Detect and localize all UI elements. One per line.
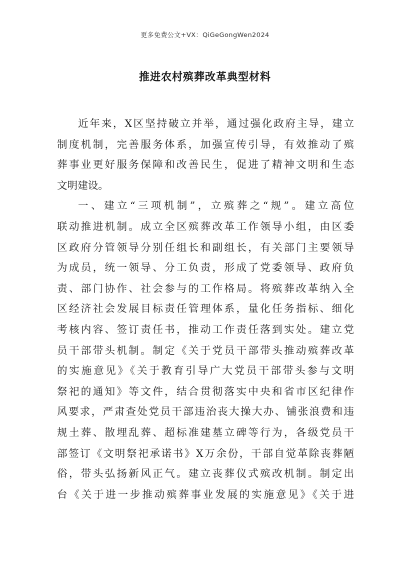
body-line: 部签订《文明祭祀承诺书》X万余份，干部自觉革除丧葬陋 [57, 447, 354, 460]
body-line: 考核内容、签订责任书，推动工作责任落到实处。建立党 [57, 323, 354, 336]
body-line: 为成员，统一领导、分工负责，形成了党委领导、政府负 [57, 262, 354, 275]
body-line: 台《关于进一步推动殡葬事业发展的实施意见》《关于进 [57, 488, 354, 501]
body-line: 葬事业更好服务保障和改善民生，促进了精神文明和生态 [57, 159, 354, 172]
body-line: 祭祀的通知》等文件，结合贯彻落实中央和省市区纪律作 [57, 385, 354, 398]
body-line: 规土葬、散埋乱葬、超标准建墓立碑等行为，各级党员干 [57, 426, 354, 439]
header-note: 更多免费公文+VX：QiGeGongWen2024 [140, 31, 270, 39]
body-line: 俗，带头弘扬新风正气。建立丧葬仪式殡改机制。制定出 [57, 468, 354, 481]
document-body [57, 114, 354, 505]
body-line: 近年来，X区坚持破立并举，通过强化政府主导，建立 [78, 118, 354, 130]
body-line: 的实施意见》《关于教育引导广大党员干部带头参与文明 [57, 365, 354, 378]
body-line: 一、建立“三项机制”，立殡葬之“规”。建立高位 [78, 200, 354, 213]
body-line: 风要求，严肃查处党员干部违治丧大操大办、铺张浪费和违 [57, 406, 354, 419]
body-line: 制度机制，完善服务体系，加强宣传引导，有效推动了殡 [57, 138, 354, 151]
body-line: 责、部门协作、社会参与的工作格局。将殡葬改革纳入全 [57, 282, 354, 295]
body-line: 员干部带头机制。制定《关于党员干部带头推动殡葬改革 [57, 344, 354, 357]
body-line: 文明建设。 [57, 179, 109, 192]
body-line: 联动推进机制。成立全区殡葬改革工作领导小组，由区委 [57, 220, 354, 233]
document-title: 推进农村殡葬改革典型材料 [139, 71, 271, 83]
body-line: 区经济社会发展目标责任管理体系，量化任务指标、细化 [57, 303, 354, 316]
body-line: 区政府分管领导分别任组长和副组长，有关部门主要领导 [57, 241, 354, 254]
